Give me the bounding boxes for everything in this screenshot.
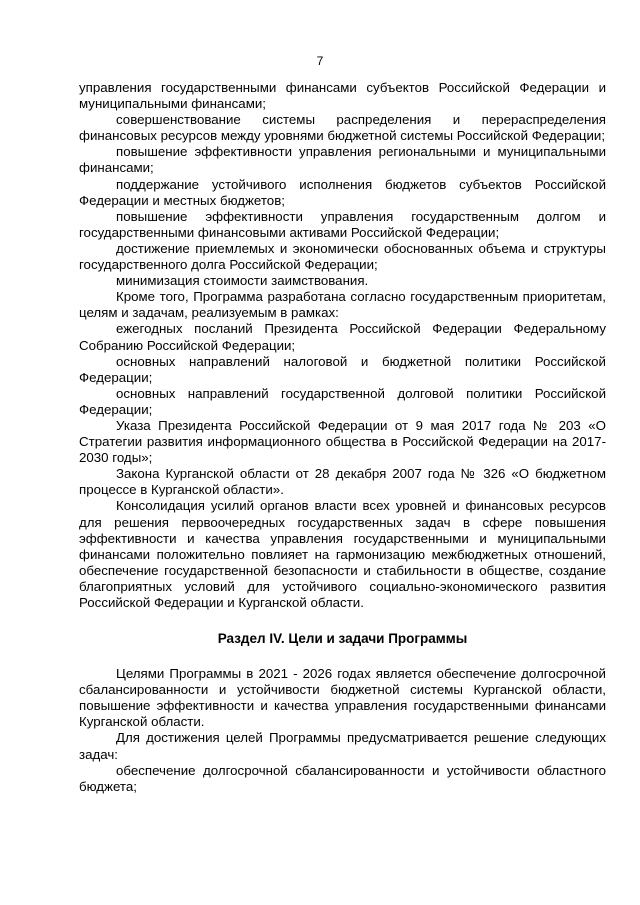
bottom-paragraphs (79, 666, 606, 795)
paragraph: совершенствование системы распределения и перераспределения финансовых ресурсов между уровнями бюджетной системы Российской Федерации; (79, 112, 606, 144)
paragraph: Целями Программы в 2021 - 2026 годах является обеспечение долгосрочной сбалансированности и устойчивости бюджетной системы Курганской области, повышение эффективности и качества управления государственными финансами Курганской области. (79, 666, 606, 730)
paragraph: достижение приемлемых и экономически обоснованных объема и структуры государственного долга Российской Федерации; (79, 240, 606, 273)
paragraph: минимизация стоимости заимствования. (116, 273, 369, 289)
paragraph: Консолидация усилий органов власти всех уровней и финансовых ресурсов для решения первоочередных государственных задач в сфере повышения эффективности и качества управления государственными и муниципальными финансами положительно повлияет на гармонизацию межбюджетных отношений, обеспечение государственной безопасности и стабильности в обществе, создание благоприятных условий для устойчивого социально-экономического развития Российской Федерации и Курганской области. (79, 498, 606, 610)
paragraph: ежегодных посланий Президента Российской Федерации Федеральному Собранию Российской Федерации; (79, 321, 606, 353)
paragraph: Указа Президента Российской Федерации от 9 мая 2017 года № 203 «О Стратегии развития информационного общества в Российской Федерации на 2017-2030 годы»; (79, 417, 606, 466)
paragraph: Закона Курганской области от 28 декабря 2007 года № 326 «О бюджетном процессе в Курганской области». (79, 466, 606, 498)
paragraph: обеспечение долгосрочной сбалансированности и устойчивости областного бюджета; (79, 762, 606, 794)
paragraph: повышение эффективности управления государственным долгом и государственными финансовыми активами Российской Федерации; (79, 208, 606, 240)
page-number: 7 (316, 54, 324, 68)
paragraph: основных направлений государственной долговой политики Российской Федерации; (79, 385, 606, 417)
paragraph: основных направлений налоговой и бюджетной политики Российской Федерации; (79, 353, 606, 385)
paragraph: Для достижения целей Программы предусматривается решение следующих задач: (79, 730, 606, 762)
paragraph: поддержание устойчивого исполнения бюджетов субъектов Российской Федерации и местных бюджетов; (79, 176, 606, 208)
section-heading: Раздел IV. Цели и задачи Программы (217, 631, 468, 647)
paragraph: Кроме того, Программа разработана согласно государственным приоритетам, целям и задачам, реализуемым в рамках: (79, 289, 606, 321)
top-paragraphs (79, 80, 606, 611)
paragraph: управления государственными финансами субъектов Российской Федерации и муниципальными финансами; (79, 80, 606, 112)
paragraph: повышение эффективности управления региональными и муниципальными финансами; (79, 144, 606, 176)
document-body (79, 80, 606, 795)
